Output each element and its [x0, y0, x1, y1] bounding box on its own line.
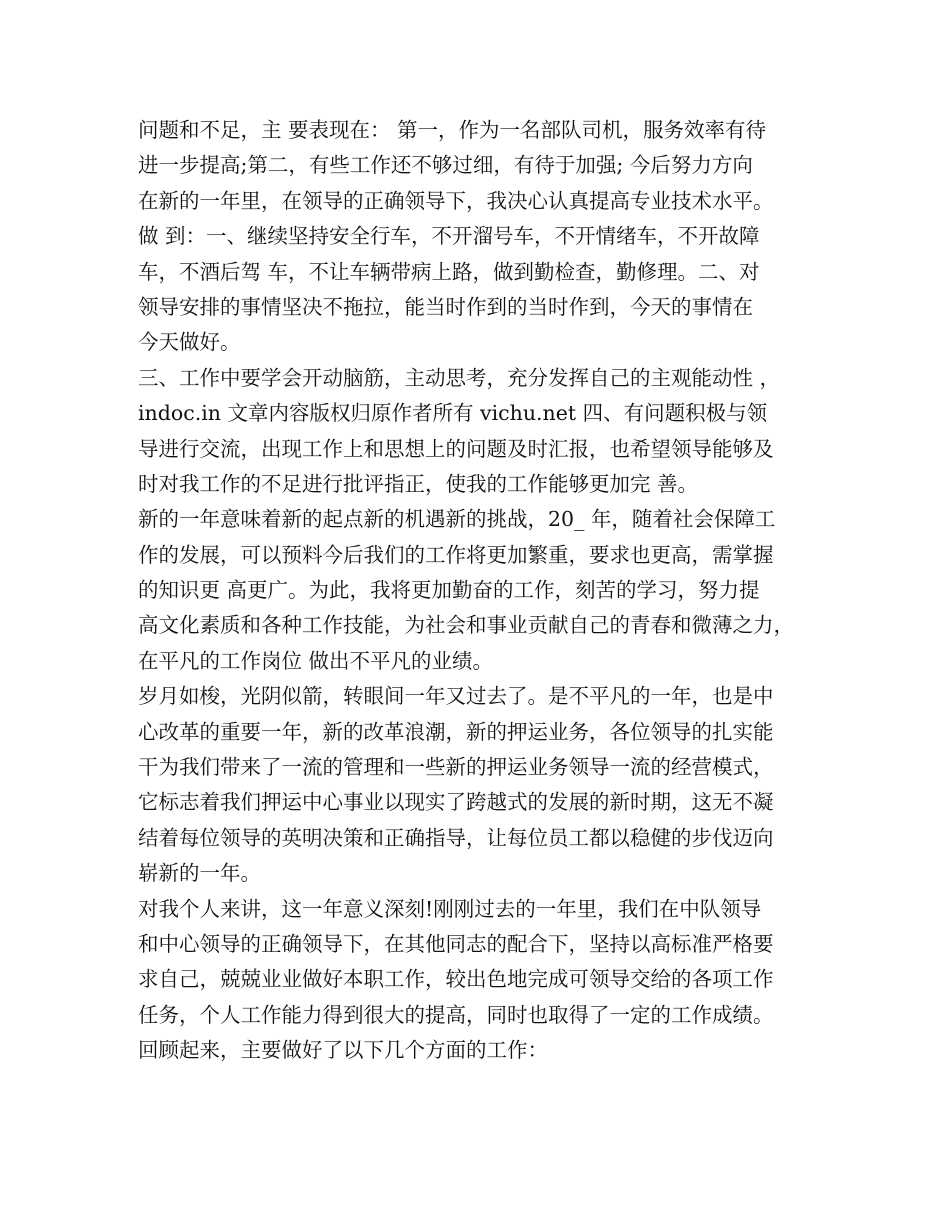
- text-line: 崭新的一年。: [138, 861, 261, 886]
- text-line: 它标志着我们押运中心事业以现实了跨越式的发展的新时期，这无不凝: [138, 790, 774, 815]
- text-line: indoc.in 文章内容版权归原作者所有 vichu.net 四、有问题积极与领: [138, 401, 768, 426]
- text-line: 领导安排的事情坚决不拖拉，能当时作到的当时作到，今天的事情在: [138, 294, 753, 319]
- text-line: 做 到：一、继续坚持安全行车，不开溜号车，不开情绪车，不开故障: [138, 224, 760, 249]
- text-line: 车，不酒后驾 车，不让车辆带病上路，做到勤检查，勤修理。二、对: [138, 259, 760, 284]
- text-line: 心改革的重要一年，新的改革浪潮，新的押运业务，各位领导的扎实能: [138, 719, 774, 744]
- text-line: 今天做好。: [138, 330, 241, 355]
- text-line: 问题和不足，主 要表现在： 第一，作为一名部队司机，服务效率有待: [138, 118, 767, 142]
- text-line: 的知识更 高更广。为此，我将更加勤奋的工作，刻苦的学习，努力提: [138, 578, 760, 603]
- text-line: 高文化素质和各种工作技能，为社会和事业贡献自己的青春和微薄之力，: [138, 613, 794, 638]
- text-line: 求自己，兢兢业业做好本职工作，较出色地完成可领导交给的各项工作: [138, 967, 774, 992]
- text-line: 结着每位领导的英明决策和正确指导，让每位员工都以稳健的步伐迈向: [138, 825, 774, 850]
- text-line: 新的一年意味着新的起点新的机遇新的挑战，20_ 年，随着社会保障工: [138, 507, 776, 532]
- text-line: 对我个人来讲，这一年意义深刻!刚刚过去的一年里，我们在中队领导: [138, 896, 762, 921]
- text-line: 任务，个人工作能力得到很大的提高，同时也取得了一定的工作成绩。: [138, 1002, 774, 1027]
- text-line: 进一步提高;第二，有些工作还不够过细，有待于加强; 今后努力方向: [138, 153, 753, 178]
- text-line: 导进行交流，出现工作上和思想上的问题及时汇报，也希望领导能够及: [138, 436, 774, 461]
- text-line: 和中心领导的正确领导下，在其他同志的配合下，坚持以高标准严格要: [138, 931, 774, 956]
- text-line: 在平凡的工作岗位 做出不平凡的业绩。: [138, 648, 494, 673]
- text-line: 在新的一年里，在领导的正确领导下，我决心认真提高专业技术水平。: [138, 188, 774, 213]
- document-body: [138, 113, 838, 1069]
- text-line: 回顾起来，主要做好了以下几个方面的工作：: [138, 1038, 548, 1063]
- text-line: 作的发展，可以预料今后我们的工作将更加繁重，要求也更高，需掌握: [138, 542, 774, 567]
- text-line: 干为我们带来了一流的管理和一些新的押运业务领导一流的经营模式，: [138, 755, 774, 780]
- text-line: 三、工作中要学会开动脑筋，主动思考，充分发挥自己的主观能动性 ，: [138, 365, 781, 390]
- text-line: 时对我工作的不足进行批评指正，使我的工作能够更加完 善。: [138, 471, 699, 496]
- text-line: 岁月如梭，光阴似箭，转眼间一年又过去了。是不平凡的一年，也是中: [138, 684, 774, 709]
